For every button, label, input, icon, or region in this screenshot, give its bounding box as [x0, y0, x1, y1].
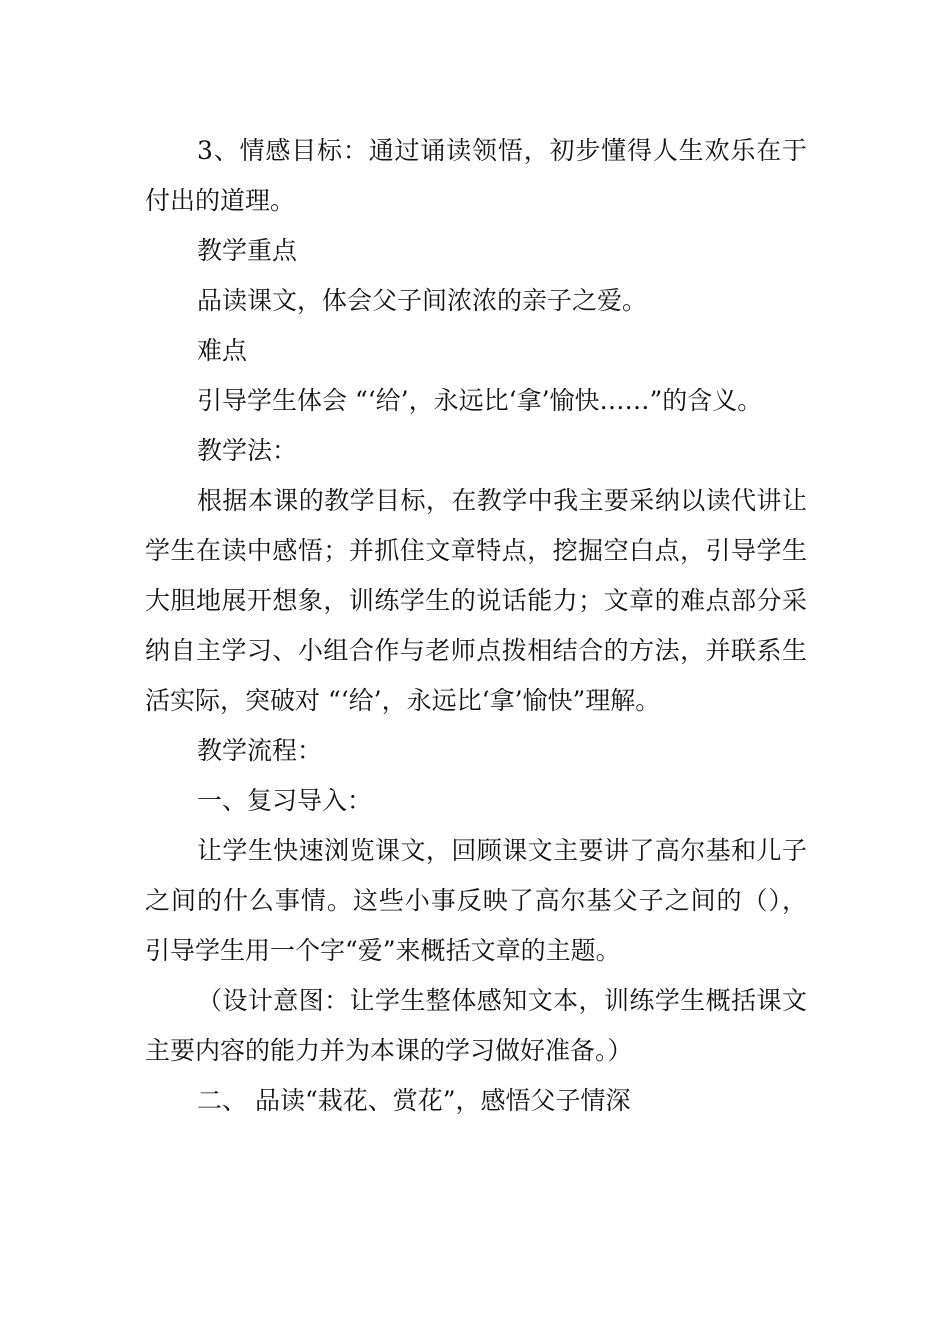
paragraph-review-intro: 让学生快速浏览课文，回顾课文主要讲了高尔基和儿子之间的什么事情。这些小事反映了高尔基父子之间的（），引导学生用一个字“爱”来概括文章的主题。 — [145, 836, 807, 965]
paragraph-teaching-method: 根据本课的教学目标，在教学中我主要采纳以读代讲让学生在读中感悟；并抓住文章特点，挖掘空白点，引导学生大胆地展开想象，训练学生的说话能力；文章的难点部分采纳自主学习、小组合作与老师点拨相结合的方法，并联系生活实际，突破对 “‘给’，永远比‘拿’愉快”理解。 — [145, 486, 807, 715]
document-body — [145, 126, 807, 1126]
heading-teaching-method: 教学法： — [197, 436, 298, 465]
heading-review-intro: 一、复习导入： — [197, 786, 373, 815]
heading-section-two: 二、 品读“栽花、赏花”，感悟父子情深 — [197, 1086, 631, 1115]
paragraph-emotional-goal: 3、情感目标：通过诵读领悟，初步懂得人生欢乐在于付出的道理。 — [145, 136, 807, 215]
heading-difficulty: 难点 — [197, 336, 248, 365]
paragraph-teaching-focus: 品读课文，体会父子间浓浓的亲子之爱。 — [197, 286, 648, 315]
paragraph-difficulty: 引导学生体会 “‘给’，永远比‘拿’愉快……”的含义。 — [197, 386, 763, 415]
heading-teaching-focus: 教学重点 — [197, 236, 298, 265]
heading-teaching-process: 教学流程： — [197, 736, 323, 765]
paragraph-design-intent: （设计意图：让学生整体感知文本，训练学生概括课文主要内容的能力并为本课的学习做好准备。） — [145, 986, 807, 1065]
